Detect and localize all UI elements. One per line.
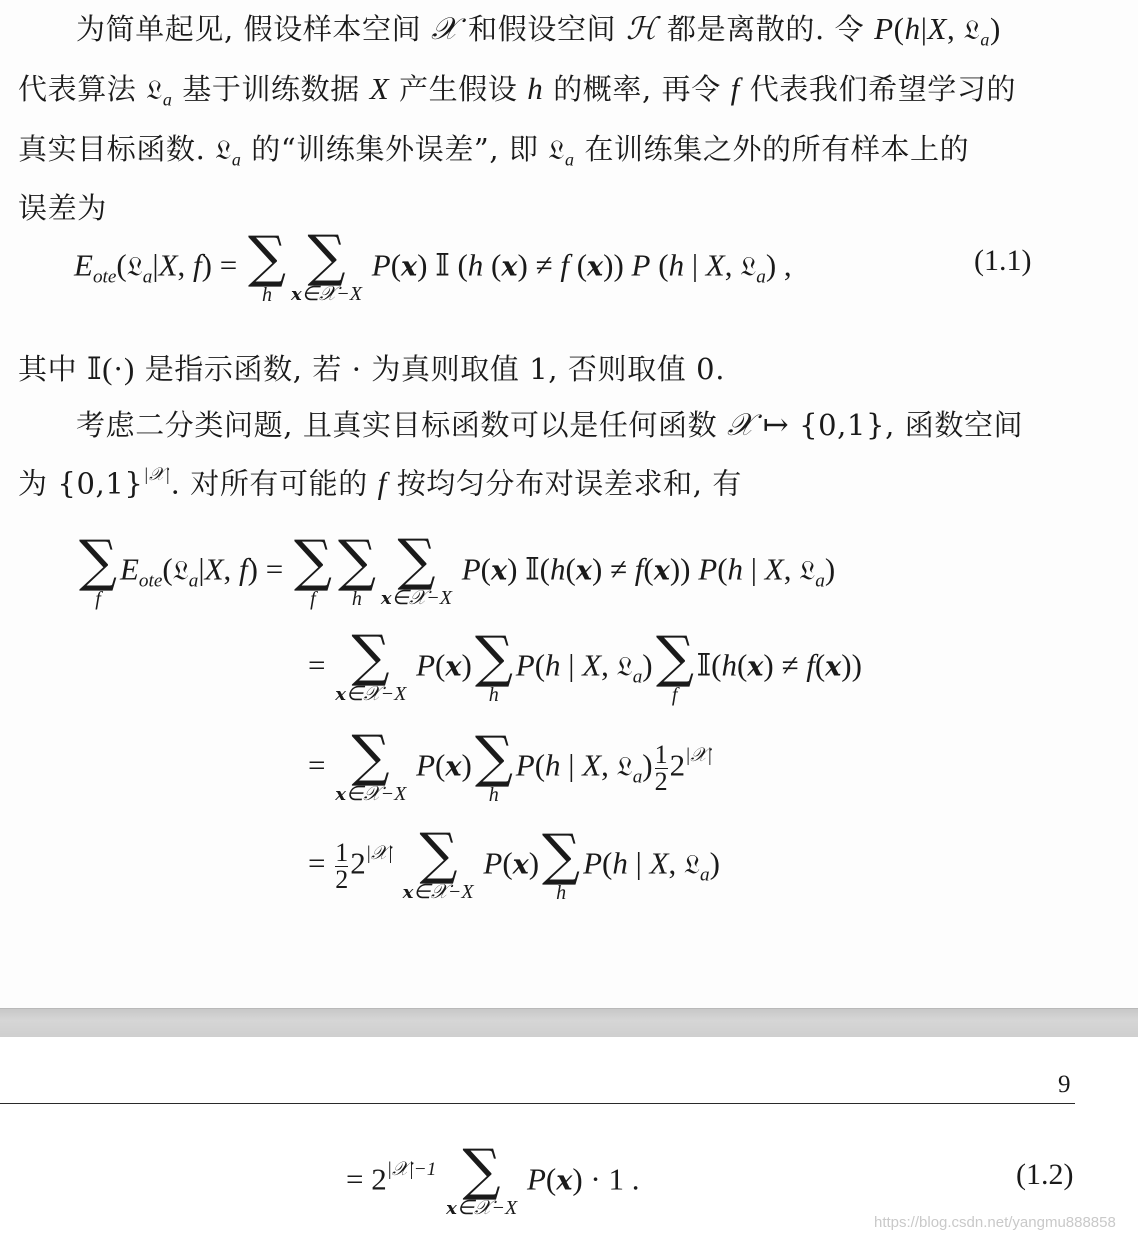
text: 产生假设	[389, 72, 528, 107]
text: 的“训练集外误差”, 即	[241, 131, 549, 166]
text: 按均匀分布对误差求和, 有	[386, 466, 742, 501]
watermark: https://blog.csdn.net/yangmu888858	[874, 1214, 1116, 1231]
text: 的概率, 再令	[543, 72, 731, 107]
text: 代表算法	[18, 72, 147, 107]
text: {0,1}, 函数空间	[789, 408, 1024, 442]
text: 和假设空间	[458, 12, 626, 46]
equation-number-1-1: (1.1)	[974, 244, 1032, 277]
paragraph-1: 为简单起见, 假设样本空间 𝒳 和假设空间 ℋ 都是离散的. 令 P(h|X, 𝔏$_a$) 代表算法 𝔏$_a$ 基于训练数据 X 产生假设 h 的概率, 再令 f 代表我们希望学习的 真实目标函数. 𝔏$_a$ 的“训练集外误差”, 即 𝔏$_a$ 在训练集之外的所有样本上的 误差为	[18, 11, 1017, 225]
sum-h: ∑ h	[247, 224, 286, 306]
equation-1-2: = $2^{|𝒳|-1}$ ∑ x∈𝒳−X P(x) · 1 .	[346, 1138, 640, 1219]
page-separator	[0, 1008, 1138, 1038]
sum-x: ∑ x∈𝒳−X	[290, 224, 363, 305]
text: 是指示函数, 若 · 为真则取值 1, 否则取值 0.	[134, 352, 726, 386]
equation-sum-line-1: ∑ f $E_{ote}(𝔏_a|X$, f) = ∑ f ∑ h ∑ x∈𝒳−X P(x) 𝕀(h(x) ≠ f(x)) P(h | X, 𝔏$_a$)	[78, 528, 836, 610]
text: 代表我们希望学习的	[739, 72, 1017, 107]
text: 为 {0,1}	[18, 466, 144, 501]
equation-number-1-2: (1.2)	[1016, 1158, 1074, 1191]
text: 为简单起见, 假设样本空间	[76, 12, 432, 46]
equation-sum-line-4: = $\frac{1}{2}$ $2^{|𝒳|}$ ∑ x∈𝒳−X P(x) ∑ h P(h | X, 𝔏$_a$)	[308, 822, 720, 904]
text: 真实目标函数.	[18, 131, 216, 166]
equation-sum-line-3: = ∑ x∈𝒳−X P(x) ∑ h P(h | X, 𝔏$_a$) $\frac{1}{2}$ $2^{|𝒳|}$	[308, 724, 713, 806]
paragraph-2: 其中 𝕀(·) 是指示函数, 若 · 为真则取值 1, 否则取值 0.	[18, 351, 726, 386]
text: 误差为	[18, 190, 107, 225]
text: 其中	[18, 352, 88, 386]
text: . 对所有可能的	[170, 466, 378, 501]
equation-1-1: $E_{ote}(𝔏_a|X$, f) = ∑ h ∑ x∈𝒳−X P(x) 𝕀 (h (x) ≠ f (x)) P (h | X, 𝔏$_a$) ,	[74, 224, 792, 306]
page-number: 9	[1058, 1071, 1071, 1098]
text: 在训练集之外的所有样本上的	[574, 131, 970, 166]
equation-sum-line-2: = ∑ x∈𝒳−X P(x) ∑ h P(h | X, 𝔏$_a$) ∑ f 𝕀(h(x) ≠ f(x))	[308, 624, 862, 706]
text: 都是离散的. 令	[657, 12, 875, 46]
header-rule	[0, 1103, 1075, 1104]
text: 基于训练数据	[172, 72, 370, 107]
paragraph-3: 考虑二分类问题, 且真实目标函数可以是任何函数 𝒳 ↦ {0,1}, 函数空间 为 $\{0,1\}^{|𝒳|}$. 对所有可能的 f 按均匀分布对误差求和, 有	[18, 407, 1024, 501]
text: 考虑二分类问题, 且真实目标函数可以是任何函数	[76, 408, 728, 442]
